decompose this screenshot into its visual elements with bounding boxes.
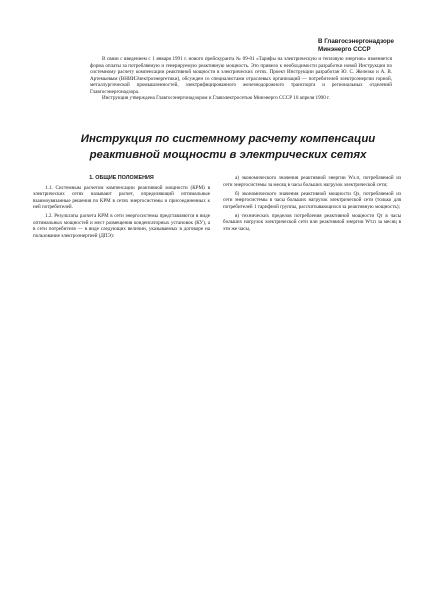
section-heading: 1. ОБЩИЕ ПОЛОЖЕНИЯ bbox=[89, 175, 154, 181]
paragraph-1-2: 1.2. Результаты расчета КРМ в сети энергосистемы представляются в виде оптимальных мощностей и мест размещения конденсаторных установок (КУ), а в сети потребителя — в виде следующих величин, указываемых в договоре на пользование электроэнергией (ДПЭ): bbox=[33, 213, 210, 239]
title-line-2: реактивной мощности в электрических сетях bbox=[89, 148, 367, 161]
header-line-1: В Главгосэнергонадзоре bbox=[318, 38, 394, 45]
document-title bbox=[60, 132, 396, 163]
paragraph-1-1: 1.1. Системным расчетом компенсации реактивной мощности (КРМ) в электрических сетях называют расчет, определяющий оптимальные взаимоувязанные решения по КРМ в сетях энергосистемы и присоединенных к ней потребителей. bbox=[33, 184, 210, 211]
header-line-2: Минэнерго СССР bbox=[318, 46, 371, 53]
title-line-1: Инструкция по системному расчету компенсации bbox=[80, 133, 376, 145]
left-column bbox=[33, 175, 210, 242]
right-column bbox=[223, 175, 401, 235]
intro-paragraph-1: В связи с введением с 1 января 1991 г. нового прейскуранта № 09-01 «Тарифы на электрическую и тепловую энергию» изменяется форма оплаты за потребляемую и генерируемую реактивную мощность. Это привело к необходимости разработки новой Инструкции по системному расчету компенсации реактивной мощности в электрических сетях. Проект Инструкции разработан Ю. С. Железко и А. В. Артемьевым (ВНИИЭлектроэнергетики), обсужден со специалистами отраслевых организаций — потребителей электроэнергии горной, металлургической промышленностей, электрифицированного железнодорожного транспорта и региональных отделений Главгосэнергонадзора. bbox=[90, 56, 392, 95]
item-b: б) экономического значения реактивной мощности Qэ, потребляемой из сети энергосистемы в часы больших нагрузок электрической сети (только для потребителей 1 тарифной группы, рассчитывающихся за реактивную мощность); bbox=[223, 190, 401, 210]
header-note bbox=[318, 38, 394, 54]
intro-paragraph-2: Инструкция утверждена Главгосэнергонадзором и Главэлектросетью Минэнерго СССР 10 апреля 1990 г. bbox=[102, 95, 330, 101]
item-c: в) технических пределов потребления реактивной мощности Qт в часы больших нагрузок электрической сети или реактивной энергии Wт.п за месяц в эти же часы, bbox=[223, 212, 401, 232]
intro-block bbox=[90, 56, 392, 102]
item-a: а) экономического значения реактивной энергии Wэ.п, потребляемой из сети энергосистемы за месяц в часы больших нагрузок электрической сети; bbox=[223, 175, 401, 188]
